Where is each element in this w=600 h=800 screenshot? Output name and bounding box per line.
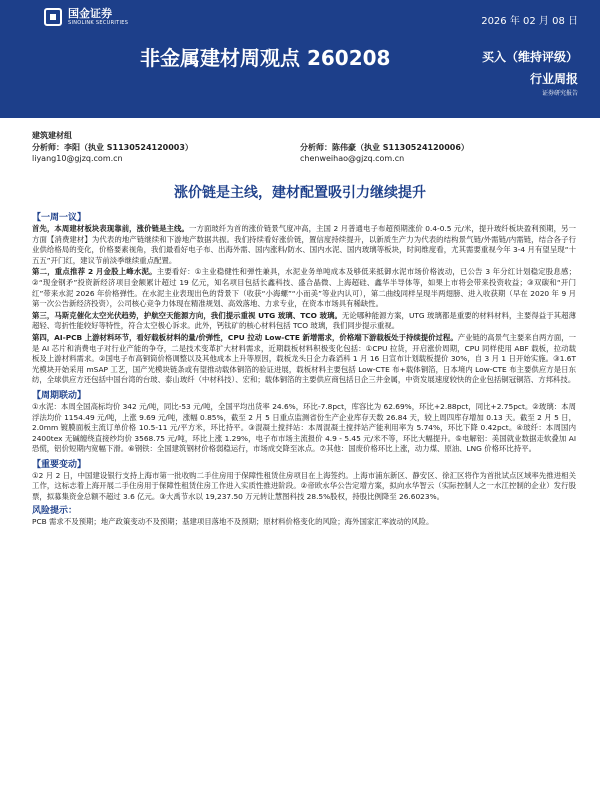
- analyst-1: [32, 142, 193, 164]
- analyst-1-name: 分析师：李阳（执业 S1130524120003）: [32, 143, 193, 152]
- paragraph-4: [32, 333, 576, 386]
- logo-cn: 国金证券: [68, 7, 112, 20]
- weekly-discussion-heading: 【一周一议】: [32, 213, 87, 223]
- rating: 买入（维持评级）: [481, 50, 578, 64]
- report-header: [0, 0, 600, 118]
- analyst-1-email: liyang10@gjzq.com.cn: [32, 154, 123, 163]
- paragraph-1-text: 一方面玻纤为首的涨价链景气度冲高，主国 2 月普通电子布超预期涨价 0.4-0.5 元/米，提升玻纤板块盈利预期，另一方面【消费建材】为代表的地产链继续和下游地产数据共振。我们持续看好涨价链，置信度持续提升，以新质生产力为代表的结构景气链/外需链/内需链，结合各子行业供给格局的变化，价格要素视角，我们最看好电子布、出海外需、国内涨料/防水、国内水泥、国内玻璃等板块，时间维度看，尤其需要重视今年 3-4 月有望呈现“十五五”开门红，建议节前淡季继续重点配置。: [32, 224, 576, 265]
- risk-text: PCB 需求不及预期；地产政策变动不及预期；基建项目落地不及预期；原材料价格变化的风险；海外国家汇率波动的风险。: [32, 516, 434, 526]
- paragraph-2: [32, 267, 576, 309]
- analyst-2-name: 分析师：陈伟豪（执业 S1130524120006）: [300, 143, 469, 152]
- sector-group: 建筑建材组: [32, 131, 72, 140]
- logo-en: SINOLINK SECURITIES: [68, 20, 129, 26]
- report-date: 2026 年 02 月 08 日: [481, 16, 578, 27]
- paragraph-4-text: 产业链的高景气主要来自两方面，一是 AI 芯片和消费电子对行业产能的争夺，二是技术变革扩大材料需求，近期载板材料积极变化包括：①CPU 拉货，开启涨价周期，CPU 同样使用 ABF 载板，拉动载板及上游材料需求。②国电子布高铜筒价格调整以及其他成本上升等原因，载板龙头日企力森滔科 1 月 16 日宣布计划载板提价 30%，自 3 月 1 日开始实施。③1.6T 光模块开始采用 mSAP 工艺，国产光模块链条或有望推动载体铜箔的验证进展，载板材料主要包括 Low-CTE 布+载体铜箔，日本境内 Low-CTE 布主要供应方是日东纺，全球供应方还包括中国台湾的台玻、泰山玻纤（中材科技）、宏和；载体铜箔的主要供应商包括日企三井金属，中资发展速度较快的企业包括铜冠铜箔、方邦科技。: [32, 332, 576, 385]
- report-subtype: 证券研究报告: [541, 90, 578, 97]
- report-title: 非金属建材周观点 260208: [140, 46, 391, 70]
- paragraph-2-lead: 第二，重点推荐 2 月金股上峰水泥。: [32, 267, 157, 277]
- paragraph-6: ①2 月 2 日，中国建设银行支持上海市第一批收购二手住房用于保障性租赁住房项目在上海签约。上海市浦东新区、静安区、徐汇区将作为首批试点区域率先推进相关工作，这标志着上海开展二手住房用于保障性租赁住房工作进入实质性推进阶段。②帝欧水华公告定增方案，拟向水华智云（实际控制人之一水江控制的企业）发行股票，拟募集资金总额不超过 3.6 亿元。③大禹节水以 19,237.50 万元转让慧图科技 28.5%股权，持股比例降至 26.6023%。: [32, 470, 576, 502]
- paragraph-4-lead: 第四，AI-PCB 上游材料环节，看好载板材料的量/价弹性，CPU 拉动 Low-CTE 新增需求，价格端下游载板处于持续提价过程。: [32, 332, 458, 342]
- paragraph-5: ①水泥：本周全国高标均价 342 元/吨，同比-53 元/吨，全国平均出货率 24.6%，环比-7.8pct，库容比为 62.69%，环比+2.88pct，同比+2.75pct。②玻璃：本周浮法均价 1154.49 元/吨，上涨 9.69 元/吨，涨幅 0.85%，截至 2 月 5 日重点监测省份生产企业库存天数 26.84 天，较上周四库存增加 0.13 天。截至 2 月 5 日，2.0mm 镀膜面板主流订单价格 10.5-11 元/平方米，环比持平。③混凝土搅拌站：本周混凝土搅拌站产能利用率为 5.74%，环比下降 0.42pct。④玻纤：本周国内 2400tex 无碱缠绕直接纱均价 3568.75 元/吨，环比上涨 1.29%，电子布市场主流报价 4.9 - 5.45 元/米不等，环比大幅提升。⑤电解铝：美国就业数据走软叠加 AI 恐慌，铝价短期内宽幅下滑。⑥钢铁：全国建筑钢材价格弱稳运行，市场成交降至冰点。⑦其他：国废价格环比上涨，动力煤、原油、LNG 价格环比持平。: [32, 401, 576, 454]
- logo-mark-icon: [44, 8, 62, 26]
- paragraph-3-lead: 第三，马斯克催化太空光伏趋势，护航空天能源方向，我们提示重视 UTG 玻璃、TCO 玻璃。: [32, 310, 342, 320]
- analyst-2-email: chenweihao@gjzq.com.cn: [300, 154, 405, 163]
- paragraph-1: [32, 224, 576, 266]
- paragraph-2-text: 主要看好：①主业稳健性和弹性兼具，水泥业务单吨成本及够低来抵御水泥市场价格波动，已公告 3 年分红计划稳定股息感；②“现金钢矛”投资新经济项目金额累计超过 19 亿元，知名项目包括长鑫科技、盛合晶微、上海超硅、鑫华半导体等，如果上市将会带来投资收益；③双碳和“开门红”带来水泥 2026 年价格弹性。在水泥主业表现出色的背景下（收获“小海螺”“小而美”等业内认可），第二曲线同样呈现半两翅膀、进入收获期（早在 2020 年 9 月第一次公告新经济投资），公司核心竞争力体现在精准规划、高效落地、力求专业，在资本市场具有稀缺性。: [32, 267, 576, 309]
- report-body: [32, 210, 576, 528]
- risk-heading: 风险提示：: [32, 505, 78, 516]
- paragraph-3: [32, 311, 576, 332]
- paragraph-1-lead: 首先，本周建材板块表现靠前，涨价链是主线。: [32, 224, 189, 233]
- sinolink-logo: [44, 8, 128, 26]
- main-title: 涨价链是主线，建材配置吸引力继续提升: [174, 185, 426, 201]
- paragraph-3-text: 无论哪种能源方案，UTG 玻璃都是重要的材料材料，主要得益于其超薄超轻、弯折性能较好等特性，符合太空极心诉求。此外，钙钛矿的核心材料包括 TCO 玻璃，我们同步提示重视。: [32, 310, 576, 331]
- important-changes-heading: 【重要变动】: [32, 459, 87, 470]
- analyst-2: [300, 142, 469, 164]
- report-type: 行业周报: [529, 72, 578, 86]
- cycle-linkage-heading: 【周期联动】: [32, 390, 87, 401]
